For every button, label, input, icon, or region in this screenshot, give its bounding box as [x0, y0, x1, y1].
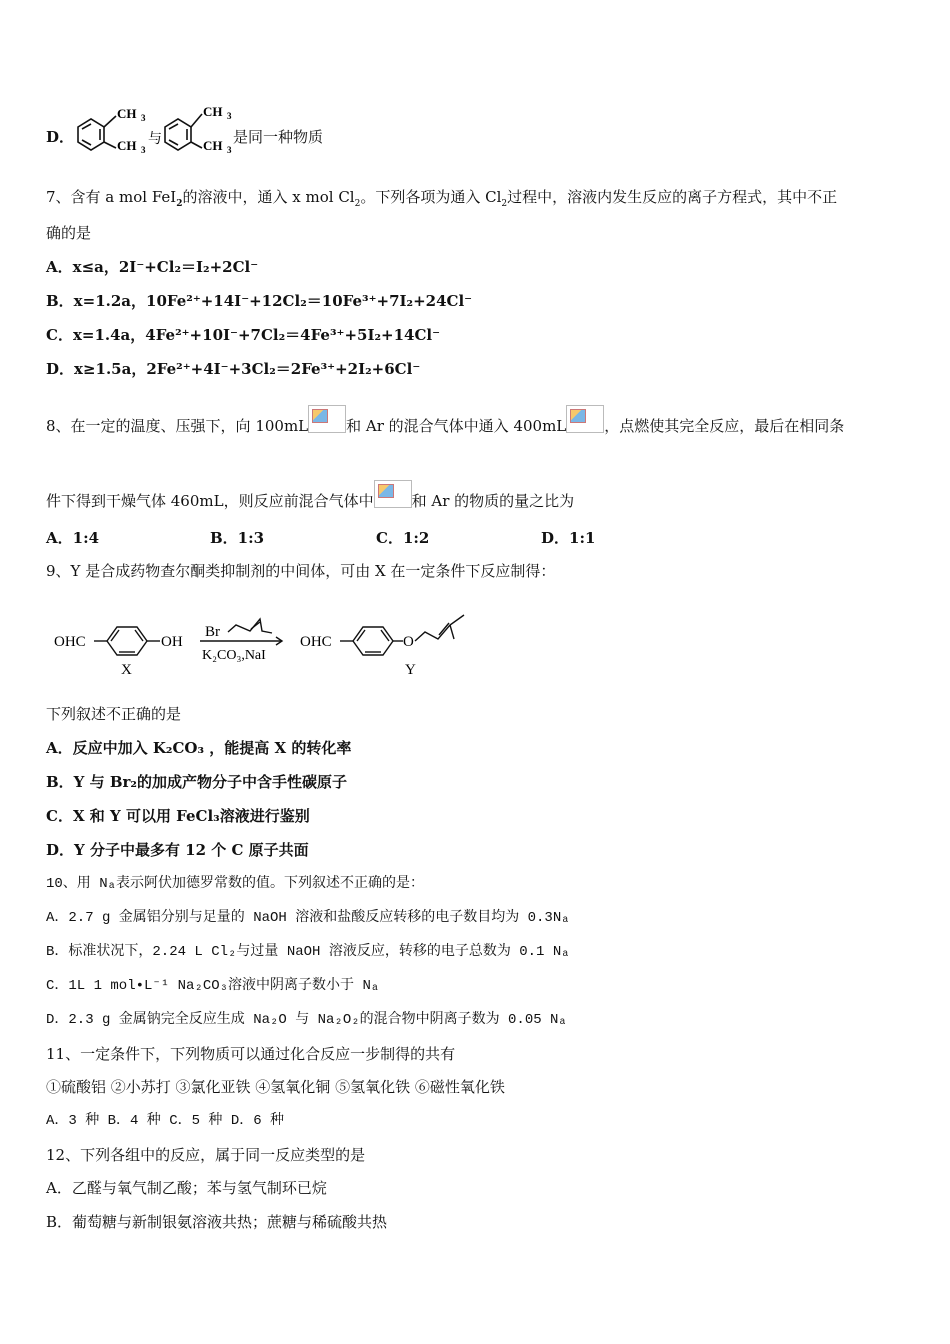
scheme-reagent-top: Br: [205, 624, 220, 640]
q10-stem: 10、用 Nₐ表示阿伏加德罗常数的值。下列叙述不正确的是：: [46, 876, 425, 892]
scheme-label-x: X: [121, 662, 132, 678]
q8-stem-part: 8、在一定的温度、压强下，向 100mL: [46, 417, 309, 435]
scheme-ohc-left: OHC: [54, 634, 86, 650]
q9-option-a: A．反应中加入 K₂CO₃ ，能提高 X 的转化率: [46, 739, 352, 757]
ch3-sub: 3: [227, 111, 232, 121]
q6-d-label: D．: [46, 128, 75, 146]
q7-sub: 2: [176, 199, 183, 209]
q7-stem-part: 。下列各项为通入 Cl: [360, 188, 502, 206]
q8-option-d: D．1:1: [541, 529, 596, 547]
q7-option-c: C．x=1.4a，4Fe²⁺+10I⁻+7Cl₂＝4Fe³⁺+5I₂+14Cl⁻: [46, 326, 441, 344]
q11-items: ①硫酸铝 ②小苏打 ③氯化亚铁 ④氢氧化铜 ⑤氢氧化铁 ⑥磁性氧化铁: [46, 1078, 505, 1096]
broken-image-icon: [566, 405, 604, 433]
ch3-sub: 3: [227, 145, 232, 155]
q8-stem-part: 件下得到干燥气体 460mL，则反应前混合气体中: [46, 492, 374, 510]
q10-option-a: A．2.7 g 金属铝分别与足量的 NaOH 溶液和盐酸反应转移的电子数目均为 0.3Nₐ: [46, 910, 570, 926]
q8-stem-part: 和 Ar 的混合气体中通入 400mL: [346, 417, 567, 435]
ch3-sub: 3: [141, 145, 146, 155]
q8-stem: [46, 405, 844, 436]
broken-image-icon: [308, 405, 346, 433]
broken-image-icon: [374, 480, 412, 508]
q7-stem-part: 的溶液中，通入 x mol Cl: [182, 188, 355, 206]
q7-stem-part: 7、含有 a mol FeI: [46, 188, 177, 206]
ch3-label: CH: [117, 138, 137, 153]
scheme-reagent-bottom: K₂CO₃,NaI: [202, 648, 266, 663]
q7-stem: [46, 187, 837, 207]
q8-stem-cont: [46, 480, 574, 511]
q10-option-d: D．2.3 g 金属钠完全反应生成 Na₂O 与 Na₂O₂的混合物中阴离子数为 0.05 Nₐ: [46, 1012, 567, 1028]
q11-options: A．3 种 B．4 种 C．5 种 D．6 种: [46, 1113, 285, 1129]
q8-stem-part: 和 Ar 的物质的量之比为: [411, 492, 575, 510]
q10-option-b: B．标准状况下，2.24 L Cl₂与过量 NaOH 溶液反应，转移的电子总数为 0.1 Nₐ: [46, 944, 570, 960]
q10-option-c: C．1L 1 mol•L⁻¹ Na₂CO₃溶液中阴离子数小于 Nₐ: [46, 978, 380, 994]
q9-option-c: C．X 和 Y 可以用 FeCl₃溶液进行鉴别: [46, 807, 310, 825]
q9-stem: 9、Y 是合成药物查尔酮类抑制剂的中间体，可由 X 在一定条件下反应制得：: [46, 562, 556, 580]
ch3-label: CH: [203, 138, 223, 153]
q9-option-d: D．Y 分子中最多有 12 个 C 原子共面: [46, 841, 309, 859]
q8-stem-part: ，点燃使其完全反应，最后在相同条: [604, 417, 845, 435]
q7-sub: 2: [501, 199, 508, 209]
q7-option-d: D．x≥1.5a，2Fe²⁺+4I⁻+3Cl₂＝2Fe³⁺+2I₂+6Cl⁻: [46, 360, 421, 378]
q8-option-b: B．1:3: [210, 529, 265, 547]
q7-option-b: B．x=1.2a，10Fe²⁺+14I⁻+12Cl₂＝10Fe³⁺+7I₂+24Cl⁻: [46, 292, 473, 310]
q9-option-b: B．Y 与 Br₂的加成产物分子中含手性碳原子: [46, 773, 347, 791]
scheme-ohc-right: OHC: [300, 634, 332, 650]
q11-stem: 11、一定条件下，下列物质可以通过化合反应一步制得的共有: [46, 1045, 456, 1063]
reaction-scheme: [50, 605, 480, 685]
q7-stem-cont: 确的是: [46, 224, 92, 242]
q7-sub: 2: [354, 199, 361, 209]
ch3-label: CH: [203, 104, 223, 119]
scheme-o: O: [403, 634, 414, 650]
scheme-oh: OH: [161, 634, 183, 650]
q6-d-end: 是同一种物质: [233, 128, 324, 146]
q8-option-a: A．1:4: [46, 529, 100, 547]
q12-stem: 12、下列各组中的反应，属于同一反应类型的是: [46, 1146, 366, 1164]
and-text: 与: [148, 132, 162, 147]
q12-option-b: B．葡萄糖与新制银氨溶液共热；蔗糖与稀硫酸共热: [46, 1213, 388, 1231]
q7-option-a: A．x≤a，2I⁻+Cl₂＝I₂+2Cl⁻: [46, 258, 259, 276]
q9-question: 下列叙述不正确的是: [46, 705, 182, 723]
ch3-sub: 3: [141, 113, 146, 123]
q8-option-c: C．1:2: [376, 529, 430, 547]
scheme-label-y: Y: [405, 662, 416, 678]
q12-option-a: A．乙醛与氧气制乙酸；苯与氢气制环已烷: [46, 1179, 327, 1197]
ch3-label: CH: [117, 106, 137, 121]
q7-stem-part: 过程中，溶液内发生反应的离子方程式，其中不正: [507, 188, 838, 206]
